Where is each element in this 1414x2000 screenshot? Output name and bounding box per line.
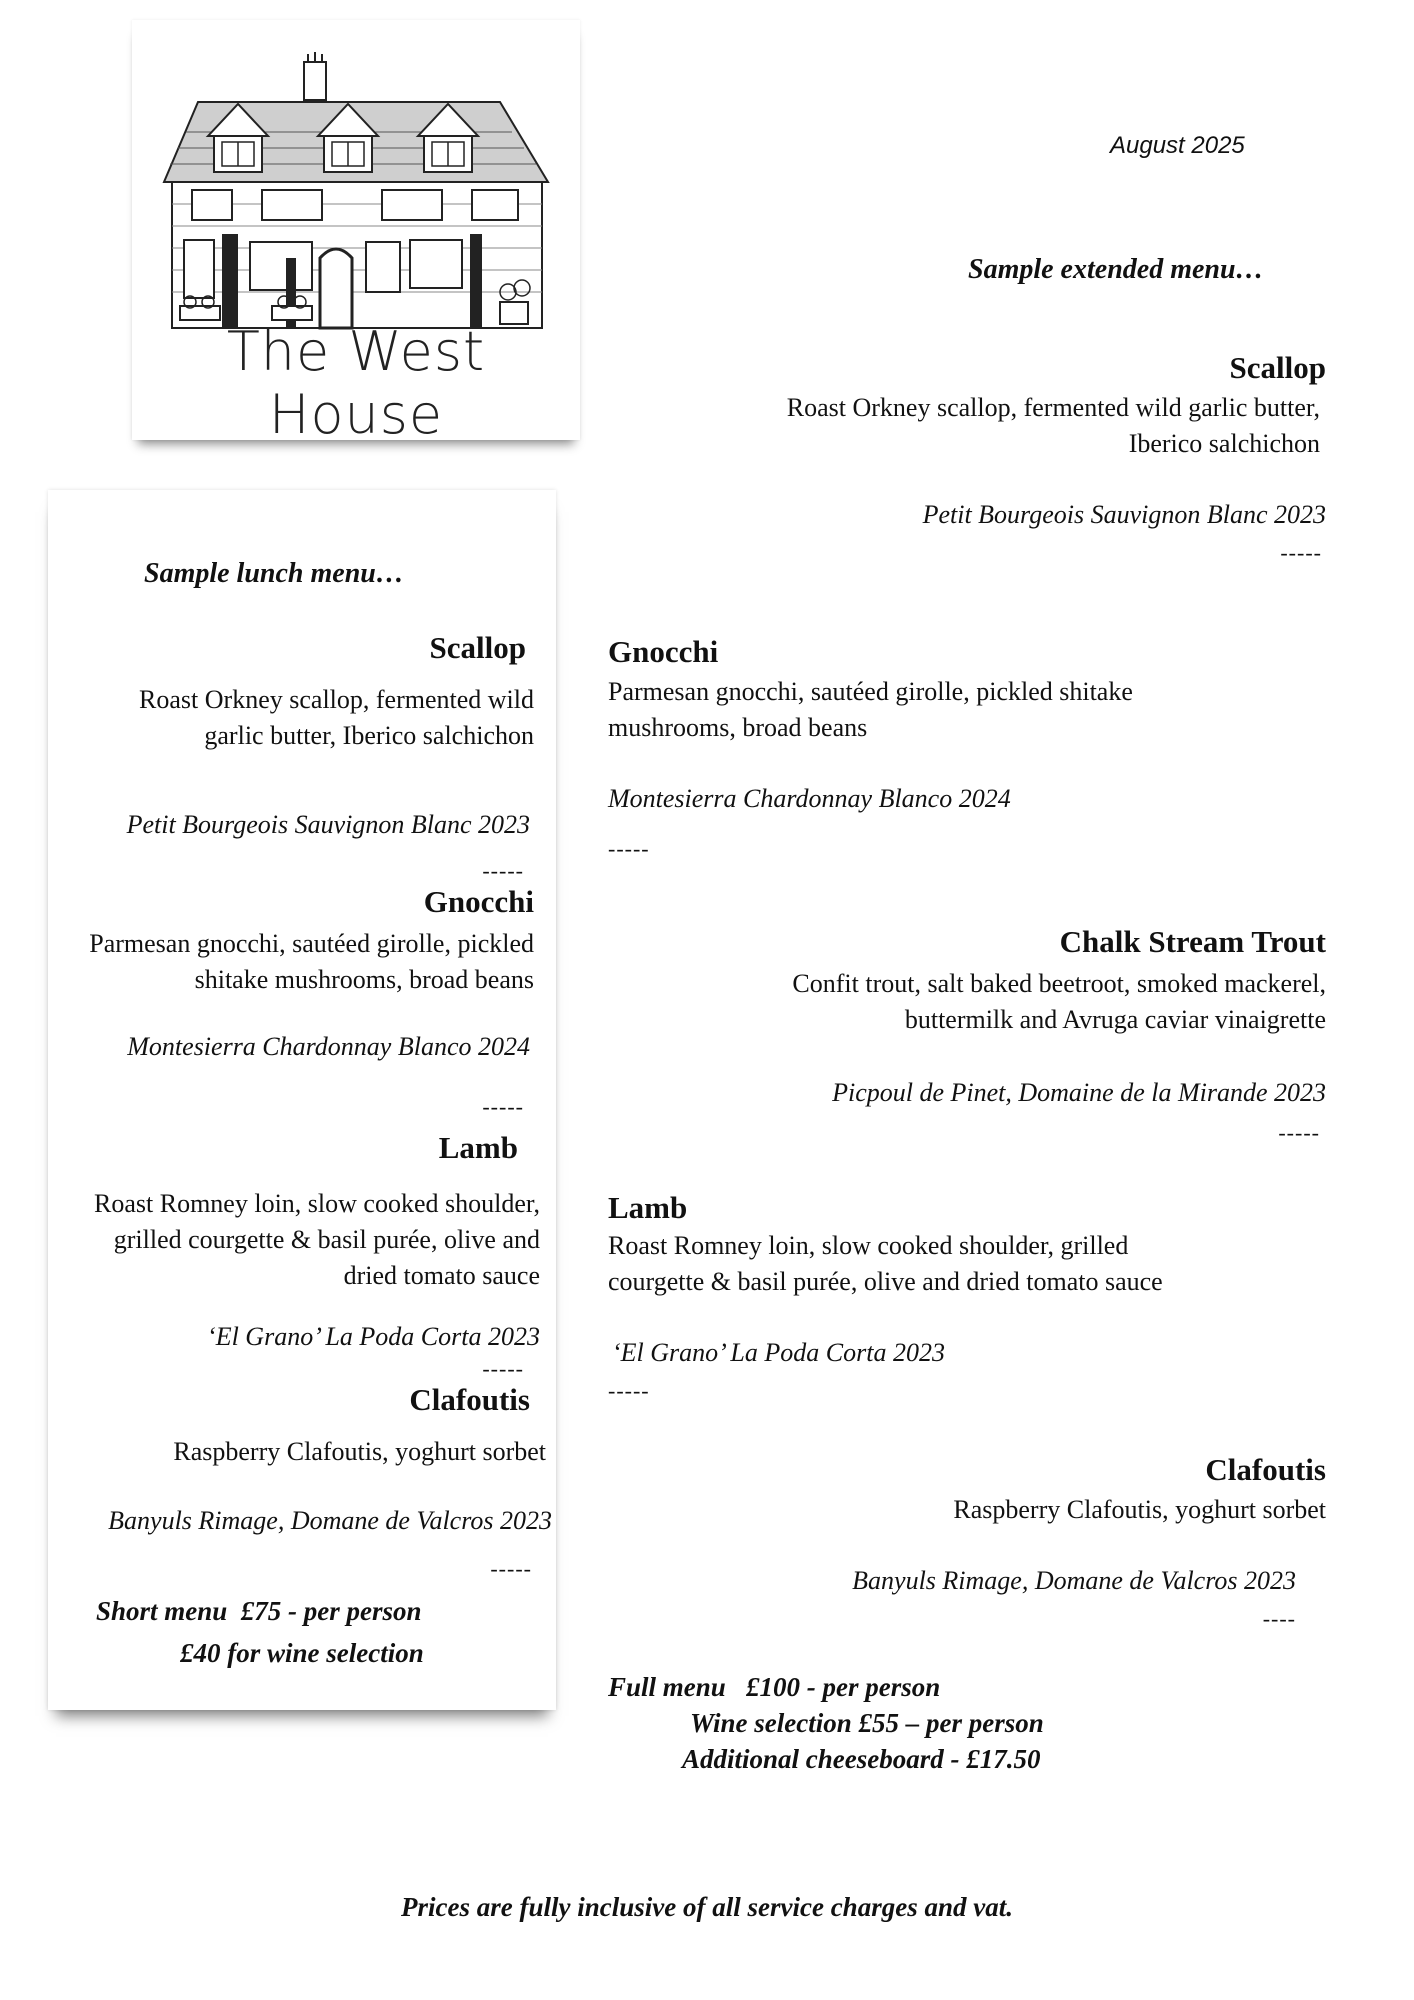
house-illustration [152, 44, 560, 334]
lunch-course-description: Raspberry Clafoutis, yoghurt sorbet [173, 1437, 546, 1466]
separator: ----- [608, 1378, 650, 1403]
separator: ----- [482, 1356, 524, 1381]
separator: ----- [1278, 1120, 1320, 1145]
lunch-wine-pairing: ‘El Grano’ La Poda Corta 2023 [207, 1322, 540, 1351]
extended-wine-pairing: Petit Bourgeois Sauvignon Blanc 2023 [922, 500, 1326, 529]
extended-course-title: Scallop [1229, 350, 1326, 385]
lunch-course-title: Clafoutis [409, 1382, 530, 1417]
extended-wine-pairing: Banyuls Rimage, Domane de Valcros 2023 [852, 1566, 1296, 1595]
extended-wine-pairing: ‘El Grano’ La Poda Corta 2023 [612, 1338, 945, 1367]
separator: ----- [608, 836, 650, 861]
extended-course-title: Gnocchi [608, 634, 719, 669]
footer-note: Prices are fully inclusive of all service charges and vat. [401, 1892, 1013, 1922]
extended-course-title: Clafoutis [1205, 1452, 1326, 1487]
extended-course-description: Parmesan gnocchi, sautéed girolle, pickled shitake mushrooms, broad beans [608, 677, 1133, 742]
extended-course-title: Chalk Stream Trout [1059, 924, 1326, 959]
separator: ----- [482, 1094, 524, 1119]
lunch-menu-title: Sample lunch menu… [144, 558, 404, 589]
lunch-wine-pairing: Petit Bourgeois Sauvignon Blanc 2023 [126, 810, 530, 839]
separator: ---- [1262, 1606, 1296, 1631]
extended-menu-title: Sample extended menu… [968, 254, 1264, 285]
menu-date: August 2025 [1110, 132, 1245, 159]
lunch-course-title: Scallop [429, 630, 526, 665]
separator: ----- [490, 1556, 532, 1581]
extended-wine-pairing: Montesierra Chardonnay Blanco 2024 [608, 784, 1011, 813]
lunch-course-title: Lamb [438, 1130, 518, 1165]
extended-course-description: Roast Romney loin, slow cooked shoulder, grilled courgette & basil purée, olive and dried tomato sauce [608, 1231, 1163, 1296]
separator: ----- [1280, 540, 1322, 565]
logo-wordmark: The West House [226, 320, 486, 446]
lunch-wine-price: £40 for wine selection [180, 1638, 424, 1668]
lunch-wine-pairing: Banyuls Rimage, Domane de Valcros 2023 [108, 1506, 552, 1535]
extended-course-description: Confit trout, salt baked beetroot, smoked mackerel, buttermilk and Avruga caviar vinaigrette [792, 969, 1326, 1034]
lunch-wine-pairing: Montesierra Chardonnay Blanco 2024 [127, 1032, 530, 1061]
lunch-price: Short menu £75 - per person [96, 1596, 422, 1626]
lunch-course-description: Parmesan gnocchi, sautéed girolle, pickled shitake mushrooms, broad beans [89, 929, 534, 994]
extended-wine-pairing: Picpoul de Pinet, Domaine de la Mirande 2023 [832, 1078, 1326, 1107]
extended-price: Full menu £100 - per person [608, 1672, 941, 1702]
logo-card [132, 20, 580, 446]
cheeseboard-price: Additional cheeseboard - £17.50 [682, 1744, 1041, 1774]
separator: ----- [482, 858, 524, 883]
extended-wine-price: Wine selection £55 – per person [690, 1708, 1044, 1738]
extended-course-description: Raspberry Clafoutis, yoghurt sorbet [953, 1495, 1326, 1524]
lunch-course-description: Roast Orkney scallop, fermented wild garlic butter, Iberico salchichon [139, 685, 534, 750]
extended-course-description: Roast Orkney scallop, fermented wild garlic butter, Iberico salchichon [786, 393, 1320, 458]
lunch-course-description: Roast Romney loin, slow cooked shoulder, grilled courgette & basil purée, olive and dried tomato sauce [94, 1189, 540, 1290]
lunch-course-title: Gnocchi [423, 884, 534, 919]
extended-course-title: Lamb [608, 1190, 688, 1225]
